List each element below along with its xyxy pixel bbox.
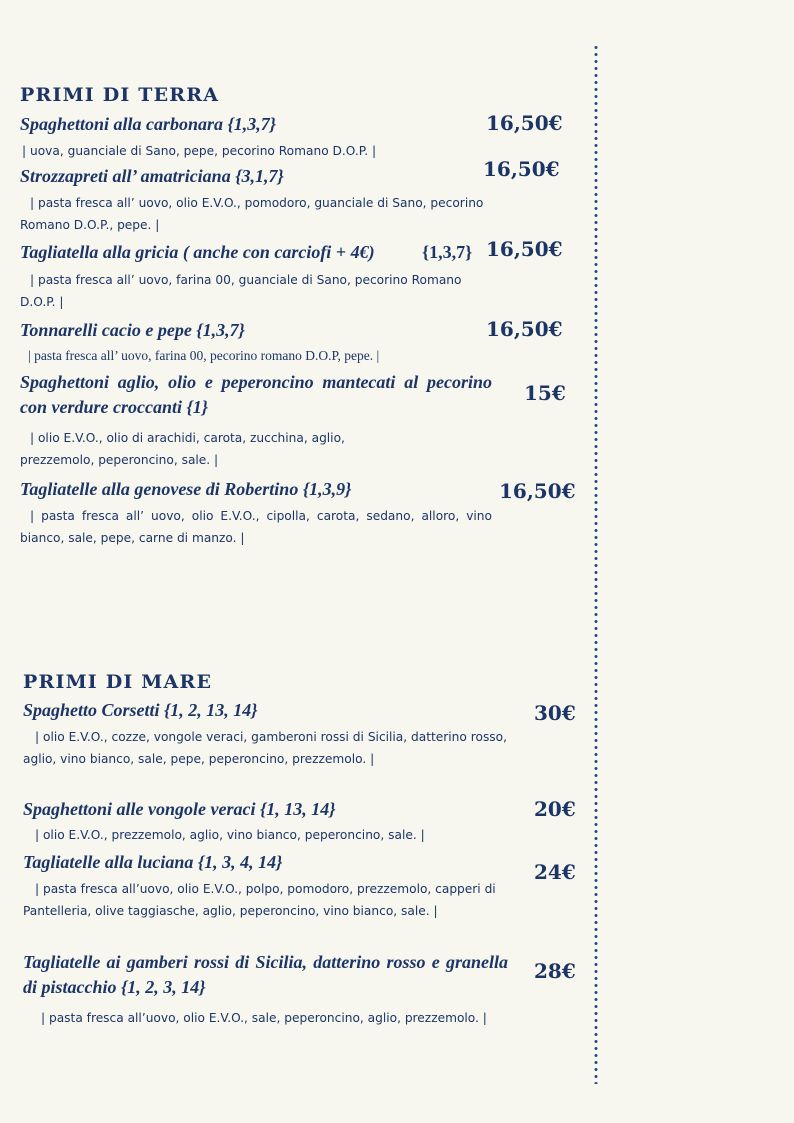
dish-name: Strozzapreti all’ amatriciana {3,1,7} — [20, 166, 284, 186]
dish-description: | pasta fresca all’ uovo, olio E.V.O., cipolla, carota, sedano, alloro, vino bianco, sale, pepe, carne di manzo. | — [20, 509, 492, 545]
dish-name: Tagliatelle alla genovese di Robertino {1,3,9} — [20, 479, 352, 499]
dish-description: | uova, guanciale di Sano, pepe, pecorino Romano D.O.P. | — [22, 144, 377, 158]
dish-description: | olio E.V.O., olio di arachidi, carota, zucchina, aglio, prezzemolo, peperoncino, sale. | — [20, 431, 345, 467]
section-title-mare: PRIMI DI MARE — [23, 671, 213, 693]
dish-name: Spaghetto Corsetti {1, 2, 13, 14} — [23, 700, 258, 720]
dish-name: Spaghettoni aglio, olio e peperoncino mantecati al pecorino con verdure croccanti {1} — [20, 372, 492, 417]
dish-description: | pasta fresca all’ uovo, olio E.V.O., pomodoro, guanciale di Sano, pecorino Romano D.O.P., pepe. | — [20, 196, 484, 232]
dish-price: 16,50€ — [483, 157, 560, 181]
dish-price: 28€ — [534, 959, 576, 983]
dish-price: 16,50€ — [486, 111, 563, 135]
dish-description: | olio E.V.O., cozze, vongole veraci, gamberoni rossi di Sicilia, datterino rosso, aglio, vino bianco, sale, pepe, peperoncino, prezzemolo. | — [23, 730, 507, 766]
dish-name: Tagliatella alla gricia ( anche con carciofi + 4€) — [20, 242, 375, 262]
dish-name: Tagliatelle ai gamberi rossi di Sicilia, datterino rosso e granella di pistacchio {1, 2, 3, 14} — [23, 952, 508, 997]
dish-price: 16,50€ — [499, 479, 576, 503]
dish-name: Spaghettoni alla carbonara {1,3,7} — [20, 114, 277, 134]
dish-allergens — [422, 240, 472, 265]
dish-description: | pasta fresca all’uovo, olio E.V.O., sale, peperoncino, aglio, prezzemolo. | — [41, 1011, 487, 1025]
dish-name: Tonnarelli cacio e pepe {1,3,7} — [20, 320, 245, 340]
allergen-codes: {1,3,7} — [422, 242, 473, 262]
dish-name: Tagliatelle alla luciana {1, 3, 4, 14} — [23, 852, 283, 872]
dish-price: 16,50€ — [486, 237, 563, 261]
dish-price: 15€ — [524, 381, 566, 405]
section-title-terra: PRIMI DI TERRA — [20, 84, 220, 106]
dish-price: 30€ — [534, 701, 576, 725]
dish-description: | pasta fresca all’uovo, olio E.V.O., polpo, pomodoro, prezzemolo, capperi di Pantelleria, olive taggiasche, aglio, peperoncino, vino bianco, sale. | — [23, 882, 496, 918]
dish-price: 20€ — [534, 797, 576, 821]
dish-price: 16,50€ — [486, 317, 563, 341]
dish-description: | pasta fresca all’ uovo, farina 00, guanciale di Sano, pecorino Romano D.O.P. | — [20, 273, 462, 309]
dish-description: | olio E.V.O., prezzemolo, aglio, vino bianco, peperoncino, sale. | — [35, 828, 425, 842]
dish-name: Spaghettoni alle vongole veraci {1, 13, 14} — [23, 799, 336, 819]
dotted-divider — [594, 44, 598, 1084]
dish-price: 24€ — [534, 860, 576, 884]
dish-description: | pasta fresca all’ uovo, farina 00, pecorino romano D.O.P, pepe. | — [28, 348, 380, 363]
